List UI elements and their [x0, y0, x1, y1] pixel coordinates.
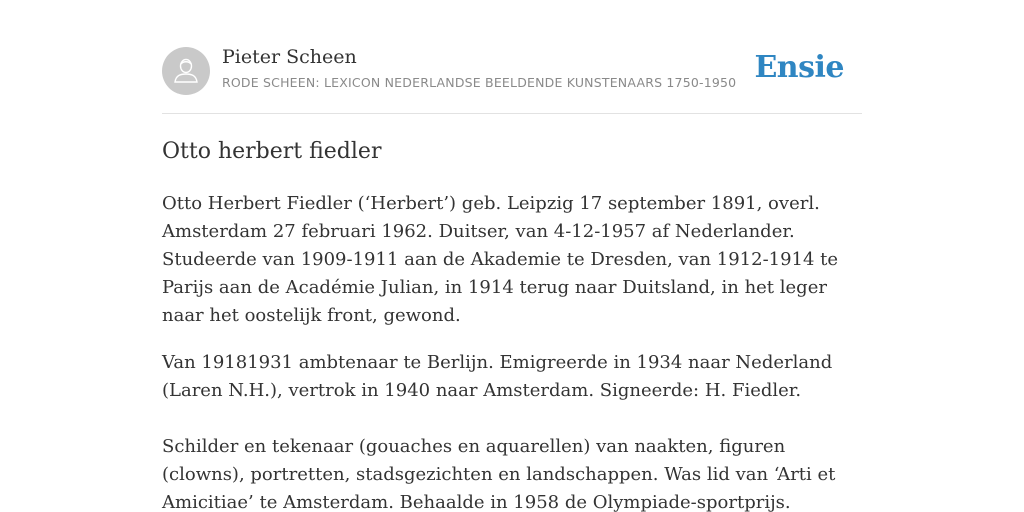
article-body — [162, 190, 852, 512]
ensie-logo[interactable]: Ensie — [754, 50, 844, 85]
source-title[interactable]: RODE SCHEEN: LEXICON NEDERLANDSE BEELDENDE KUNSTENAARS 1750-1950 — [222, 75, 737, 90]
article-title: Otto herbert fiedler — [162, 139, 382, 164]
article-paragraph: Otto Herbert Fiedler (‘Herbert’) geb. Leipzig 17 september 1891, overl. Amsterdam 27 februari 1962. Duitser, van 4-12-1957 af Nederlander. Studeerde van 1909-1911 aan de Akademie te Dresden, van 1912-1914 te Parijs aan de Académie Julian, in 1914 terug naar Duitsland, in het leger naar het oostelijk front, gewond. — [162, 193, 839, 326]
article-paragraph: Schilder en tekenaar (gouaches en aquarellen) van naakten, figuren (clowns), portretten, stadsgezichten en landschappen. Was lid van ‘Arti et Amicitiae’ te Amsterdam. Behaalde in 1958 de Olympiade-sportprijs. — [162, 436, 836, 512]
user-icon — [162, 47, 210, 95]
article-paragraph: Van 19181931 ambtenaar te Berlijn. Emigreerde in 1934 naar Nederland (Laren N.H.), vertrok in 1940 naar Amsterdam. Signeerde: H. Fiedler. — [162, 352, 833, 401]
author-avatar[interactable] — [162, 47, 210, 95]
header-divider — [162, 113, 862, 114]
article-header — [162, 46, 862, 96]
author-name[interactable]: Pieter Scheen — [222, 46, 357, 68]
